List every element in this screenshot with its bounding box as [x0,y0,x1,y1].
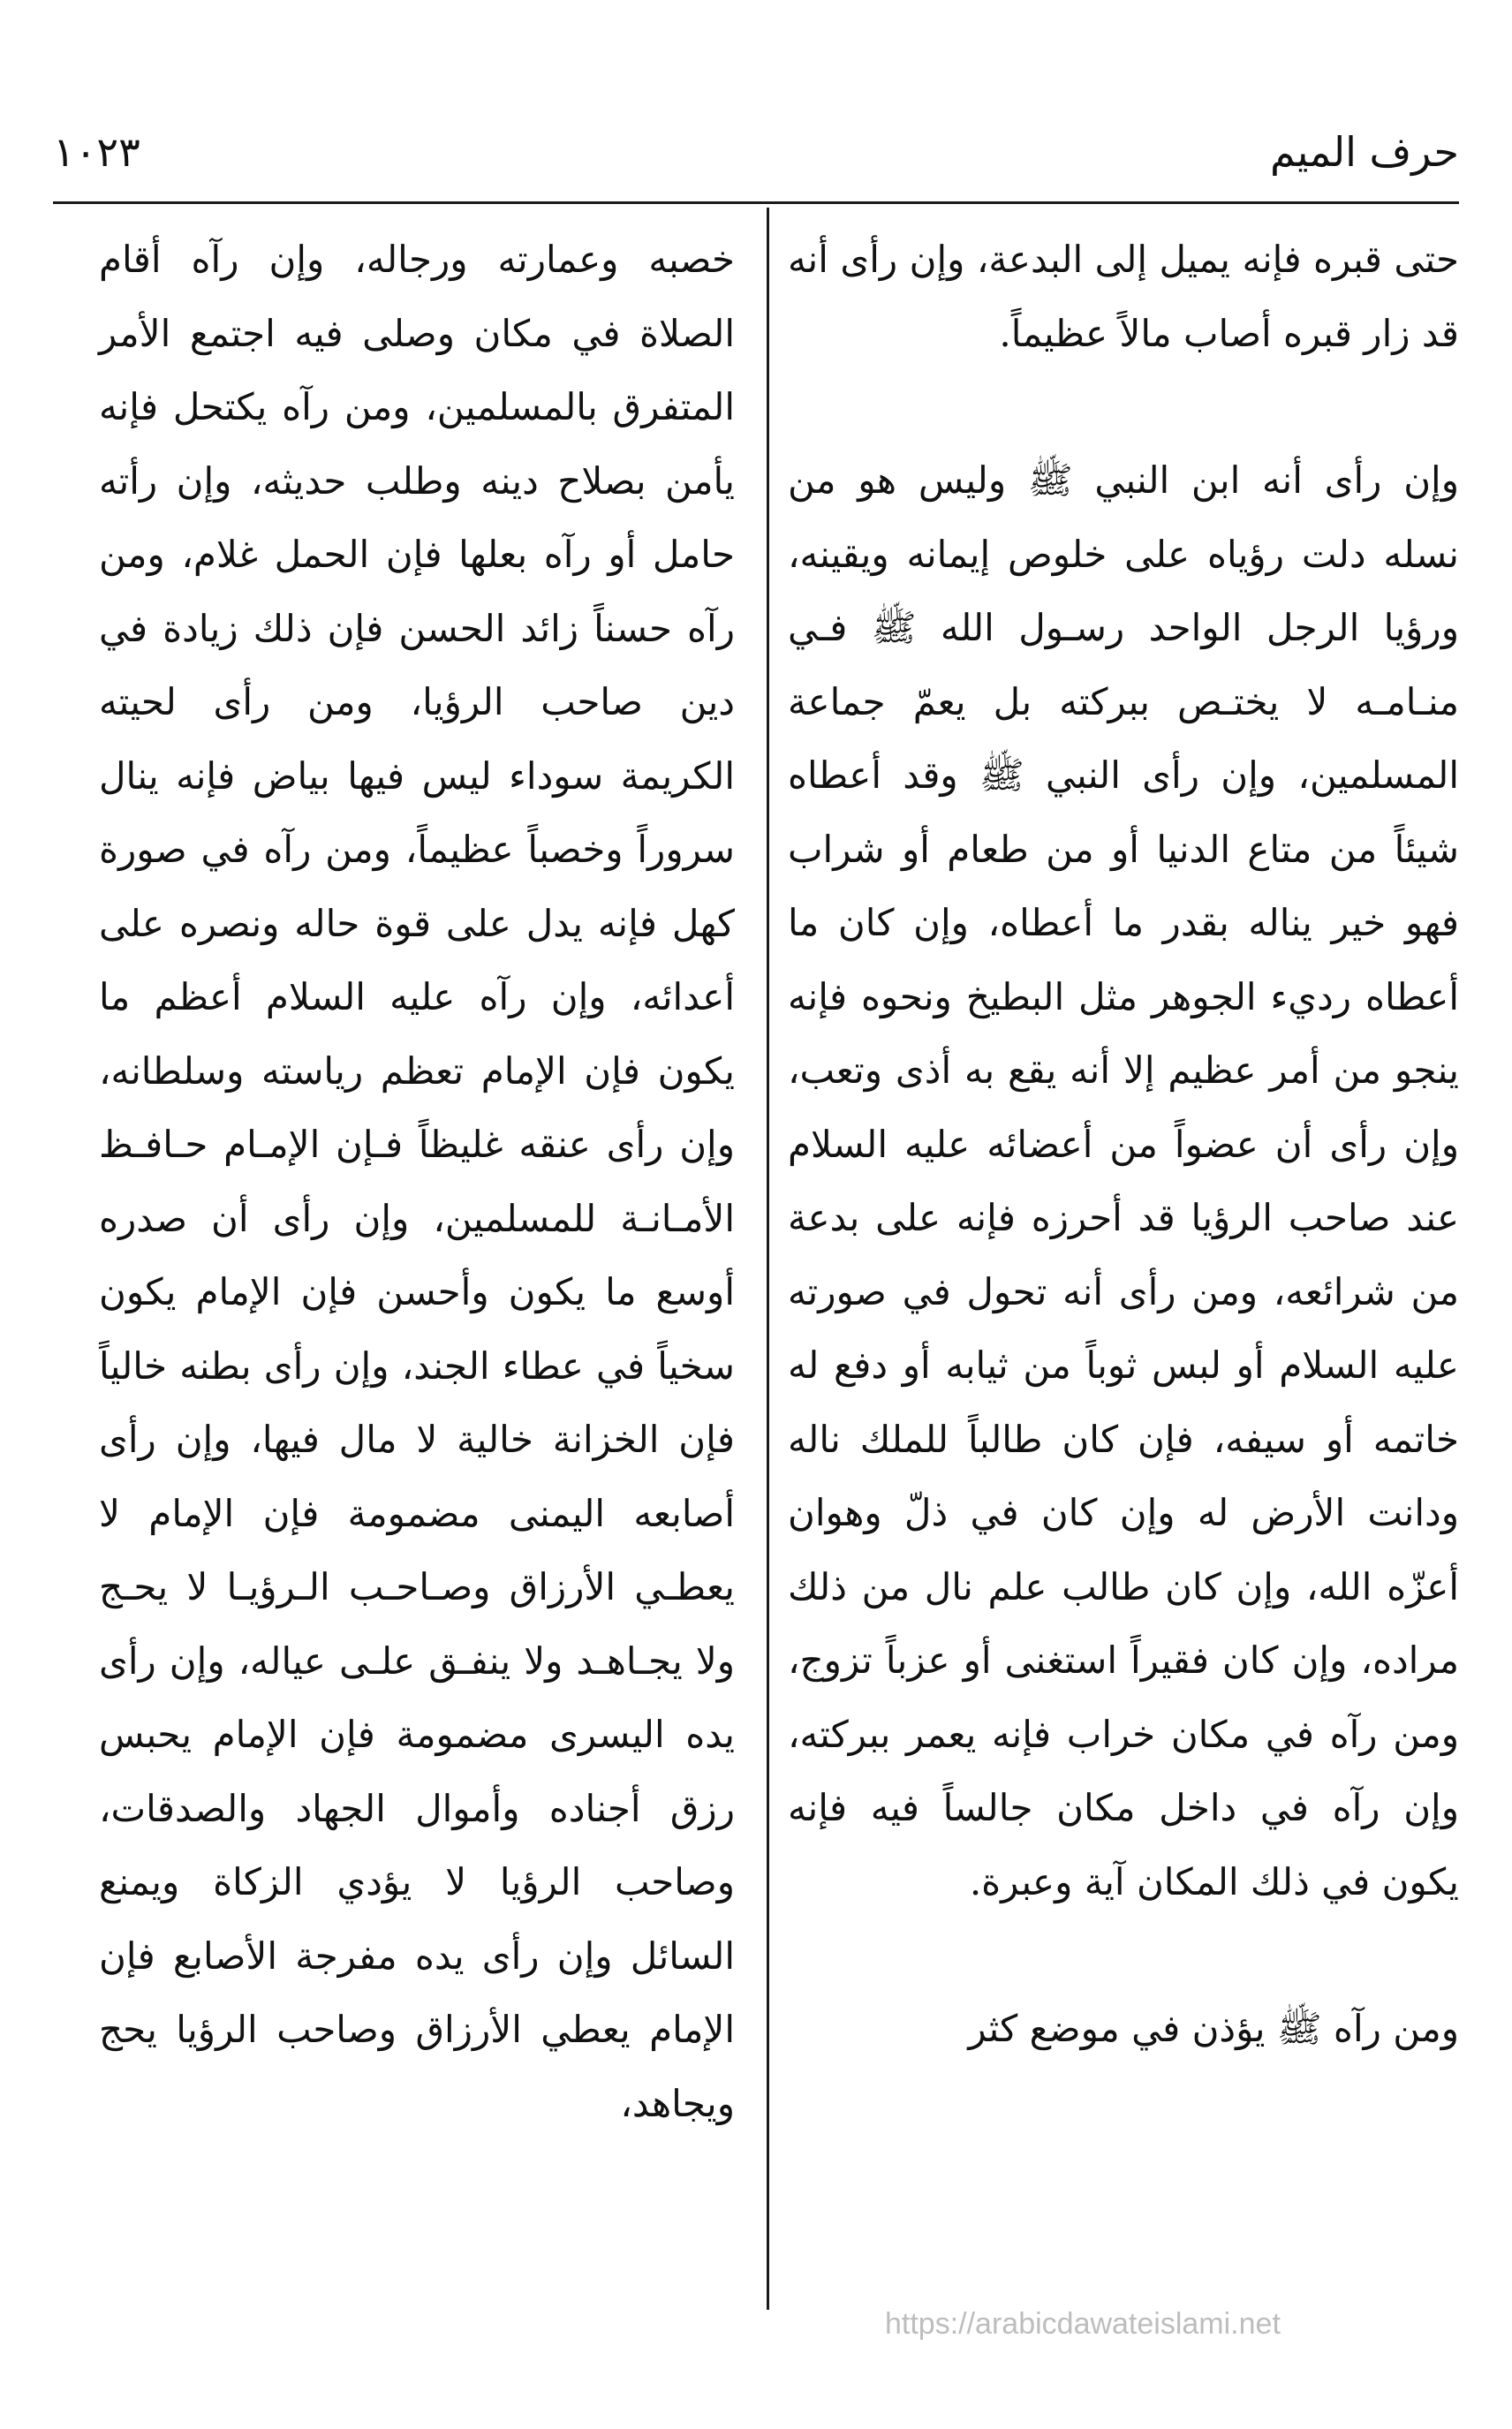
page-header [53,125,1459,187]
paragraph: خصبه وعمارته ورجاله، وإن رآه أقام الصلاة في مكان وصلى فيه اجتمع الأمر المتفرق بالمسلمين، ومن رآه يكتحل فإنه يأمن بصلاح دينه وطلب حديثه، وإن رأته حامل أو رآه بعلها فإن الحمل غلام، ومن رآه حسناً زائد الحسن فإن ذلك زيادة في دين صاحب الرؤيا، ومن رأى لحيته الكريمة سوداء ليس فيها بياض فإنه ينال سروراً وخصباً عظيماً، ومن رآه في صورة كهل فإنه يدل على قوة حاله ونصره على أعدائه، وإن رآه عليه السلام أعظم ما يكون فإن الإمام تعظم رياسته وسلطانه، وإن رأى عنقه غليظاً فـإن الإمـام حـافـظ الأمـانـة للمسلمين، وإن رأى أن صدره أوسع ما يكون وأحسن فإن الإمام يكون سخياً في عطاء الجند، وإن رأى بطنه خالياً فإن الخزانة خالية لا مال فيها، وإن رأى أصابعه اليمنى مضمومة فإن الإمام لا يعطـي الأرزاق وصـاحـب الـرؤيـا لا يحـج ولا يجـاهـد ولا ينفـق علـى عياله، وإن رأى يده اليسرى مضمومة فإن الإمام يحبس رزق أجناده وأموال الجهاد والصدقات، وصاحب الرؤيا لا يؤدي الزكاة ويمنع السائل وإن رأى يده مفرجة الأصابع فإن الإمام يعطي الأرزاق وصاحب الرؤيا يحج ويجاهد، [99,238,735,2125]
header-rule [53,201,1459,204]
paragraph: حتى قبره فإنه يميل إلى البدعة، وإن رأى أنه قد زار قبره أصاب مالاً عظيماً. [788,238,1459,355]
right-column [788,223,1459,2066]
paragraph-gap [788,1918,1459,1992]
paragraph: ومن رآه ﷺ يؤذن في موضع كثر [968,2007,1459,2050]
paragraph: وإن رأى أنه ابن النبي ﷺ وليس هو من نسله دلت رؤياه على خلوص إيمانه ويقينه، ورؤيا الرجل الواحد رسـول الله ﷺ فـي منـامـه لا يختـص ببركته بل يعمّ جماعة المسلمين، وإن رأى النبي ﷺ وقد أعطاه شيئاً من متاع الدنيا أو من طعام أو شراب فهو خير يناله بقدر ما أعطاه، وإن كان ما أعطاه رديء الجوهر مثل البطيخ ونحوه فإنه ينجو من أمر عظيم إلا أنه يقع به أذى وتعب، وإن رأى أن عضواً من أعضائه عليه السلام عند صاحب الرؤيا قد أحرزه فإنه على بدعة من شرائعه، ومن رأى أنه تحول في صورته عليه السلام أو لبس ثوباً من ثيابه أو دفع له خاتمه أو سيفه، فإن كان طالباً للملك ناله ودانت الأرض له وإن كان في ذلّ وهوان أعزّه الله، وإن كان طالب علم نال من ذلك مراده، وإن كان فقيراً استغنى أو عزباً تزوج، ومن رآه في مكان خراب فإنه يعمر ببركته، وإن رآه في داخل مكان جالساً فيه فإنه يكون في ذلك المكان آية وعبرة. [788,458,1459,1903]
paragraph-gap [788,370,1459,443]
running-head-title: حرف الميم [1269,128,1459,176]
page-number: ١٠٢٣ [53,128,140,176]
watermark-url: https://arabicdawateislami.net [885,2307,1281,2341]
left-column [99,223,735,2140]
column-divider [767,208,769,2310]
